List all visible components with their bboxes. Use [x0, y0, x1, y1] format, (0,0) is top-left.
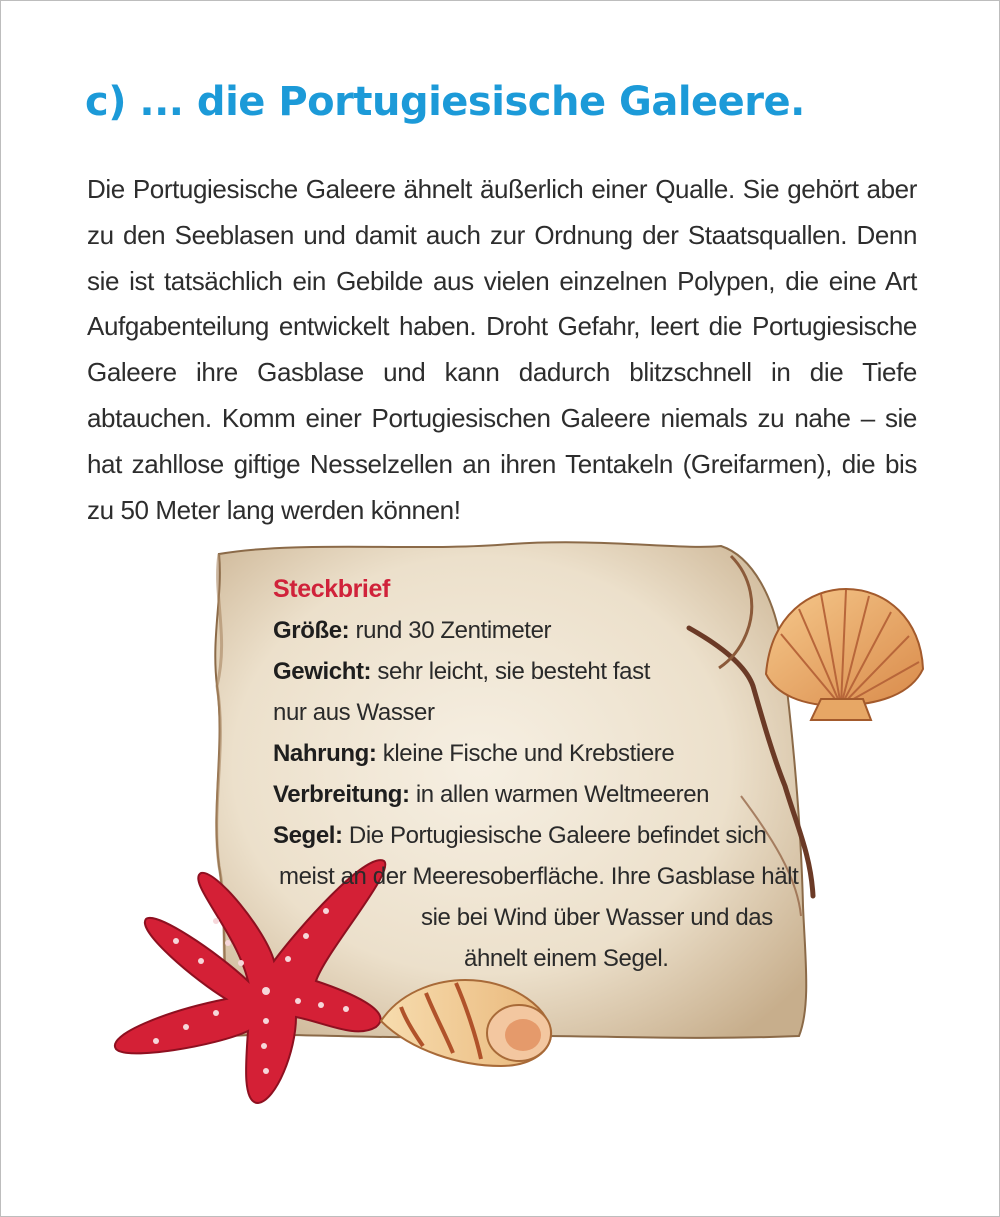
fact-label: Nahrung: [273, 740, 377, 767]
section-heading: c) ... die Portugiesische Galeere. [85, 79, 805, 125]
fact-weight [273, 658, 650, 686]
fact-value: rund 30 Zentimeter [349, 617, 552, 644]
fact-value: kleine Fische und Krebstiere [376, 740, 675, 767]
fact-label: Verbreitung: [273, 781, 410, 808]
fact-label: Größe: [273, 617, 350, 644]
fact-value: sehr leicht, sie besteht fast [371, 658, 650, 685]
fact-size [273, 617, 551, 645]
scallop-shell-icon [766, 589, 923, 720]
fact-sail-cont-3: ähnelt einem Segel. [464, 945, 669, 972]
fact-sail [273, 822, 766, 850]
fact-food [273, 740, 674, 768]
fact-range [273, 781, 709, 809]
fact-value: in allen warmen Weltmeeren [409, 781, 710, 808]
fact-weight-cont: nur aus Wasser [273, 699, 435, 726]
body-paragraph: Die Portugiesische Galeere ähnelt äußerlich einer Qualle. Sie gehört aber zu den Seeblasen und damit auch zur Ordnung der Staatsquallen. Denn sie ist tatsächlich ein Gebilde aus vielen einzelnen Polypen, die eine Art Aufgabenteilung entwickelt haben. Droht Gefahr, leert die Portugiesische Galeere ihre Gasblase und kann dadurch blitzschnell in die Tiefe abtauchen. Komm einer Portugiesischen Galeere niemals zu nahe – sie hat zahllose giftige Nesselzellen an ihren Tentakeln (Greifarmen), die bis zu 50 Meter lang werden können! [87, 174, 917, 525]
fact-value: Die Portugiesische Galeere befindet sich [342, 822, 767, 849]
fact-label: Gewicht: [273, 658, 372, 685]
fact-sail-cont-1: meist an der Meeresoberfläche. Ihre Gasblase hält [279, 863, 799, 890]
fact-sail-cont-2: sie bei Wind über Wasser und das [421, 904, 773, 931]
steckbrief-title: Steckbrief [273, 575, 390, 603]
fact-label: Segel: [273, 822, 343, 849]
